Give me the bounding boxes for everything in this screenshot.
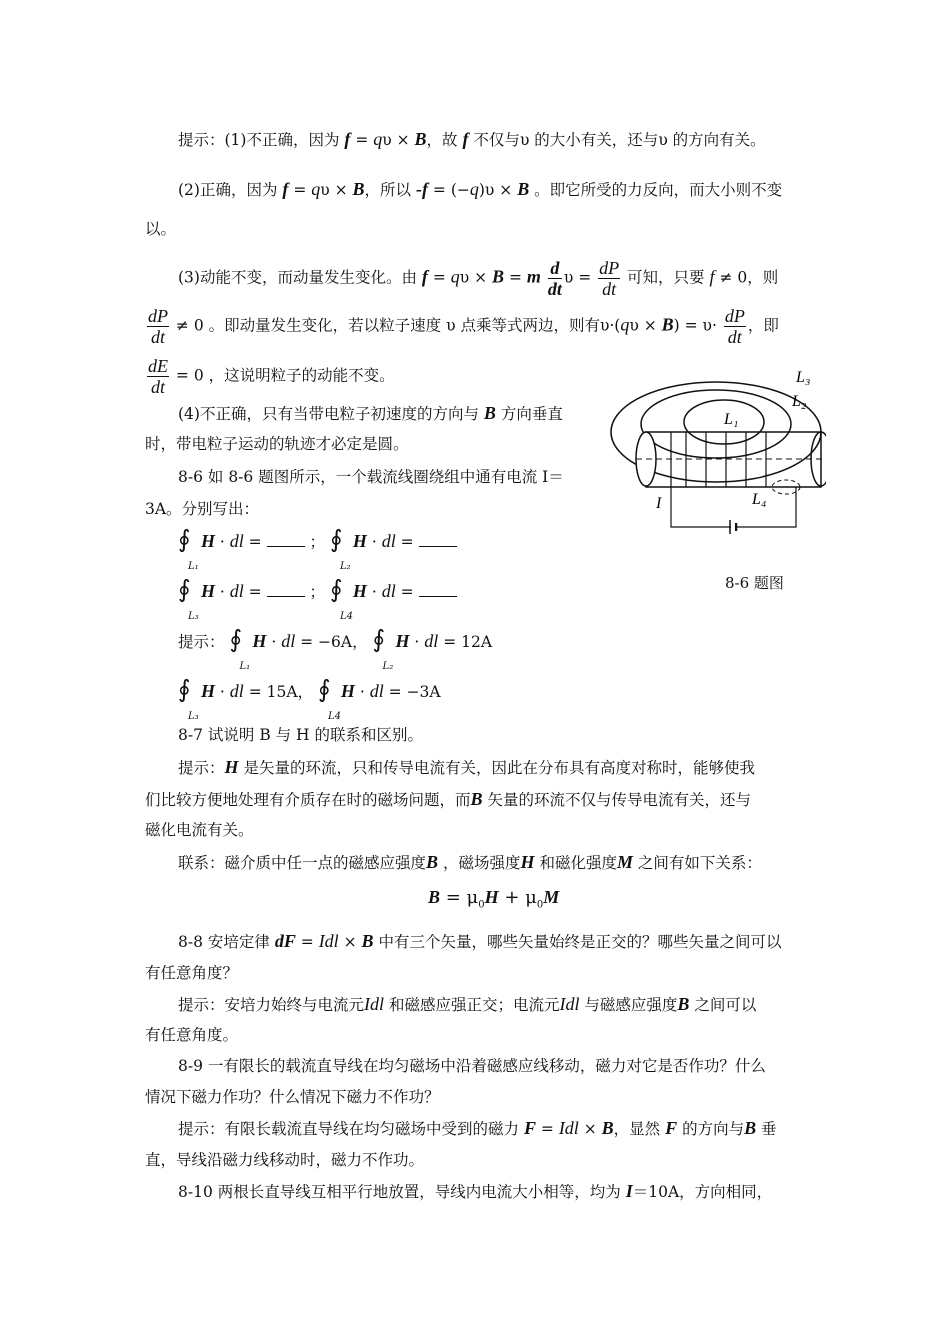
text: 与磁感应强度 [584, 996, 678, 1014]
text: 的方向有关。 [672, 131, 766, 149]
label-l1: L₁ [724, 411, 739, 428]
text: ，即 [747, 316, 779, 335]
text: ＝10A，方向相同， [632, 1183, 773, 1201]
sub: L₃ [188, 611, 199, 622]
text: 。即动量发生变化，若以粒子速度 [208, 316, 442, 335]
q86-hint-row-2: ∮ L₃ H · dl = 15A， ∮ L4 H · dl = −3A [178, 678, 441, 703]
text: 的大小有关，还与 [534, 131, 659, 149]
q88-line-1: 8-8 安培定律 dF = Idl × B 中有三个矢量，哪些矢量始终是正交的？哪些矢量之间可以 [178, 931, 782, 951]
text: 可知，只要 [627, 268, 705, 287]
sub: L₂ [382, 661, 394, 672]
hint-3-line-3: $\frac{dE}{dt}$ = 0 ，这说明粒子的动能不变。 [148, 356, 395, 397]
q86-blanks-row-2: ∮ L₃ H · dl = ； ∮ L4 H · dl = [178, 578, 457, 603]
hint-1-line: 提示：(1)不正确，因为 f = qυ × B，故 f 不仅与υ 的大小有关，还与υ 的方向有关。 [178, 129, 766, 149]
sub: L₁ [188, 561, 199, 572]
text: = 12A [443, 633, 493, 651]
text: 8-10 两根长直导线互相平行地放置，导线内电流大小相等，均为 [178, 1183, 621, 1201]
q88-hint-line-1: 提示：安培力始终与电流元Idl 和磁感应强正交；电流元Idl 与磁感应强度B 之间可以 [178, 994, 757, 1014]
text: 提示：安培力始终与电流元 [178, 996, 365, 1014]
text: 和磁化强度 [539, 854, 617, 872]
coil-figure [606, 362, 826, 542]
hint-2-line: (2)正确，因为 f = qυ × B，所以 -f = (−q)υ × B 。即它所受的力反向，而大小则不变 [178, 179, 783, 199]
text: ，所以 [364, 181, 412, 199]
text: (4)不正确，只有当带电粒子初速度的方向与 [178, 405, 479, 423]
text: 垂 [761, 1120, 777, 1138]
sub: L4 [339, 611, 353, 622]
text: 联系：磁介质中任一点的磁感应强度 [178, 854, 427, 872]
text: 矢量的环流不仅与传导电流有关，还与 [487, 791, 751, 809]
text: 提示：(1)不正确，因为 [178, 131, 340, 149]
text: ，这说明粒子的动能不变。 [208, 366, 395, 385]
relation-formula: $B = \mu_0H + \mu_0M$ [428, 887, 560, 911]
label-l2: L₂ [792, 393, 807, 410]
text: 之间有如下关系： [637, 854, 762, 872]
text: 们比较方便地处理有介质存在时的磁场问题，而 [145, 791, 471, 809]
text: 是矢量的环流，只和传导电流有关，因此在分布具有高度对称时，能够使我 [243, 759, 755, 777]
q88-hint-line-2: 有任意角度。 [145, 1026, 239, 1044]
figure-caption: 8-6 题图 [725, 574, 784, 592]
q89-line-2: 情况下磁力作功？什么情况下磁力不作功？ [145, 1088, 440, 1106]
text: 不仅与 [473, 131, 520, 149]
q88-line-2: 有任意角度？ [145, 964, 239, 982]
q87-hint-line-3: 磁化电流有关。 [145, 821, 254, 839]
q86-hint-row-1: 提示： ∮ L₁ H · dl = −6A， ∮ L₂ H · dl = 12A [178, 628, 492, 653]
text: = −6A [300, 633, 353, 651]
text: (3)动能不变，而动量发生变化。由 [178, 268, 417, 287]
q86-line-1: 8-6 如 8-6 题图所示，一个载流线圈绕组中通有电流 I＝ [178, 468, 564, 486]
text: ，故 [426, 131, 458, 149]
q86-blanks-row-1: ∮ L₁ H · dl = ； ∮ L₂ H · dl = [178, 528, 457, 553]
text: 提示： [178, 633, 225, 651]
label-l4: L₄ [752, 491, 767, 508]
label-l3: L₃ [796, 369, 811, 386]
text: = −3A [388, 683, 441, 701]
q89-hint-line-2: 直，导线沿磁力线移动时，磁力不作功。 [145, 1151, 425, 1169]
q87-title: 8-7 试说明 B 与 H 的联系和区别。 [178, 726, 424, 744]
text: 方向垂直 [500, 405, 563, 423]
text: ，磁场强度 [442, 854, 521, 872]
sub: L₂ [339, 561, 351, 572]
hint-3-line-2: $\frac{dP}{dt}$ ≠ 0 。即动量发生变化，若以粒子速度 υ 点乘等式两边，则有υ·(qυ × B) = υ· $\frac{dP}{dt}$ ，即 [148, 306, 779, 347]
q89-hint-line-1: 提示：有限长载流直导线在均匀磁场中受到的磁力 F = Idl × B，显然 F 的方向与B 垂 [178, 1118, 777, 1138]
hint-4-line: (4)不正确，只有当带电粒子初速度的方向与 B 方向垂直 [178, 403, 563, 423]
text: 提示：有限长载流直导线在均匀磁场中受到的磁力 [178, 1120, 520, 1138]
text: 点乘等式两边，则有 [460, 316, 600, 335]
text: 和磁感应强正交；电流元 [388, 996, 560, 1014]
text: 提示： [178, 759, 225, 777]
q87-hint-line-1: 提示：H 是矢量的环流，只和传导电流有关，因此在分布具有高度对称时，能够使我 [178, 757, 755, 777]
label-current: I [656, 495, 662, 512]
hint-2-line-2: 以。 [145, 220, 177, 238]
text: = 15A [248, 683, 298, 701]
text: 。即它所受的力反向，而大小则不变 [534, 181, 783, 199]
text: (2)正确，因为 [178, 181, 278, 199]
text: 8-8 安培定律 [178, 933, 270, 951]
q89-line-1: 8-9 一有限长的载流直导线在均匀磁场中沿着磁感应线移动，磁力对它是否作功？什么 [178, 1057, 766, 1075]
q87-relation-line: 联系：磁介质中任一点的磁感应强度B ，磁场强度H 和磁化强度M 之间有如下关系： [178, 852, 762, 872]
text: 中有三个矢量，哪些矢量始终是正交的？哪些矢量之间可以 [378, 933, 782, 951]
text: 的方向与 [682, 1120, 745, 1138]
hint-3-line: (3)动能不变，而动量发生变化。由 f = qυ × B = m $\frac{d}{dt}$ υ = $\frac{dP}{dt}$ 可知，只要 f ≠ 0，则 [178, 258, 779, 299]
text: ，则 [747, 268, 779, 287]
q87-hint-line-2: 们比较方便地处理有介质存在时的磁场问题，而B 矢量的环流不仅与传导电流有关，还与 [145, 789, 751, 809]
sub: L₃ [188, 711, 199, 722]
q810-line-1: 8-10 两根长直导线互相平行地放置，导线内电流大小相等，均为 I＝10A，方向相同， [178, 1181, 773, 1201]
solenoid [646, 432, 821, 487]
sub: L₁ [239, 661, 251, 672]
text: 之间可以 [694, 996, 757, 1014]
hint-4-line-2: 时，带电粒子运动的轨迹才必定是圆。 [145, 435, 409, 453]
sub: L4 [327, 711, 341, 722]
text: ，显然 [613, 1120, 661, 1138]
q86-line-2: 3A。分别写出： [145, 500, 260, 518]
